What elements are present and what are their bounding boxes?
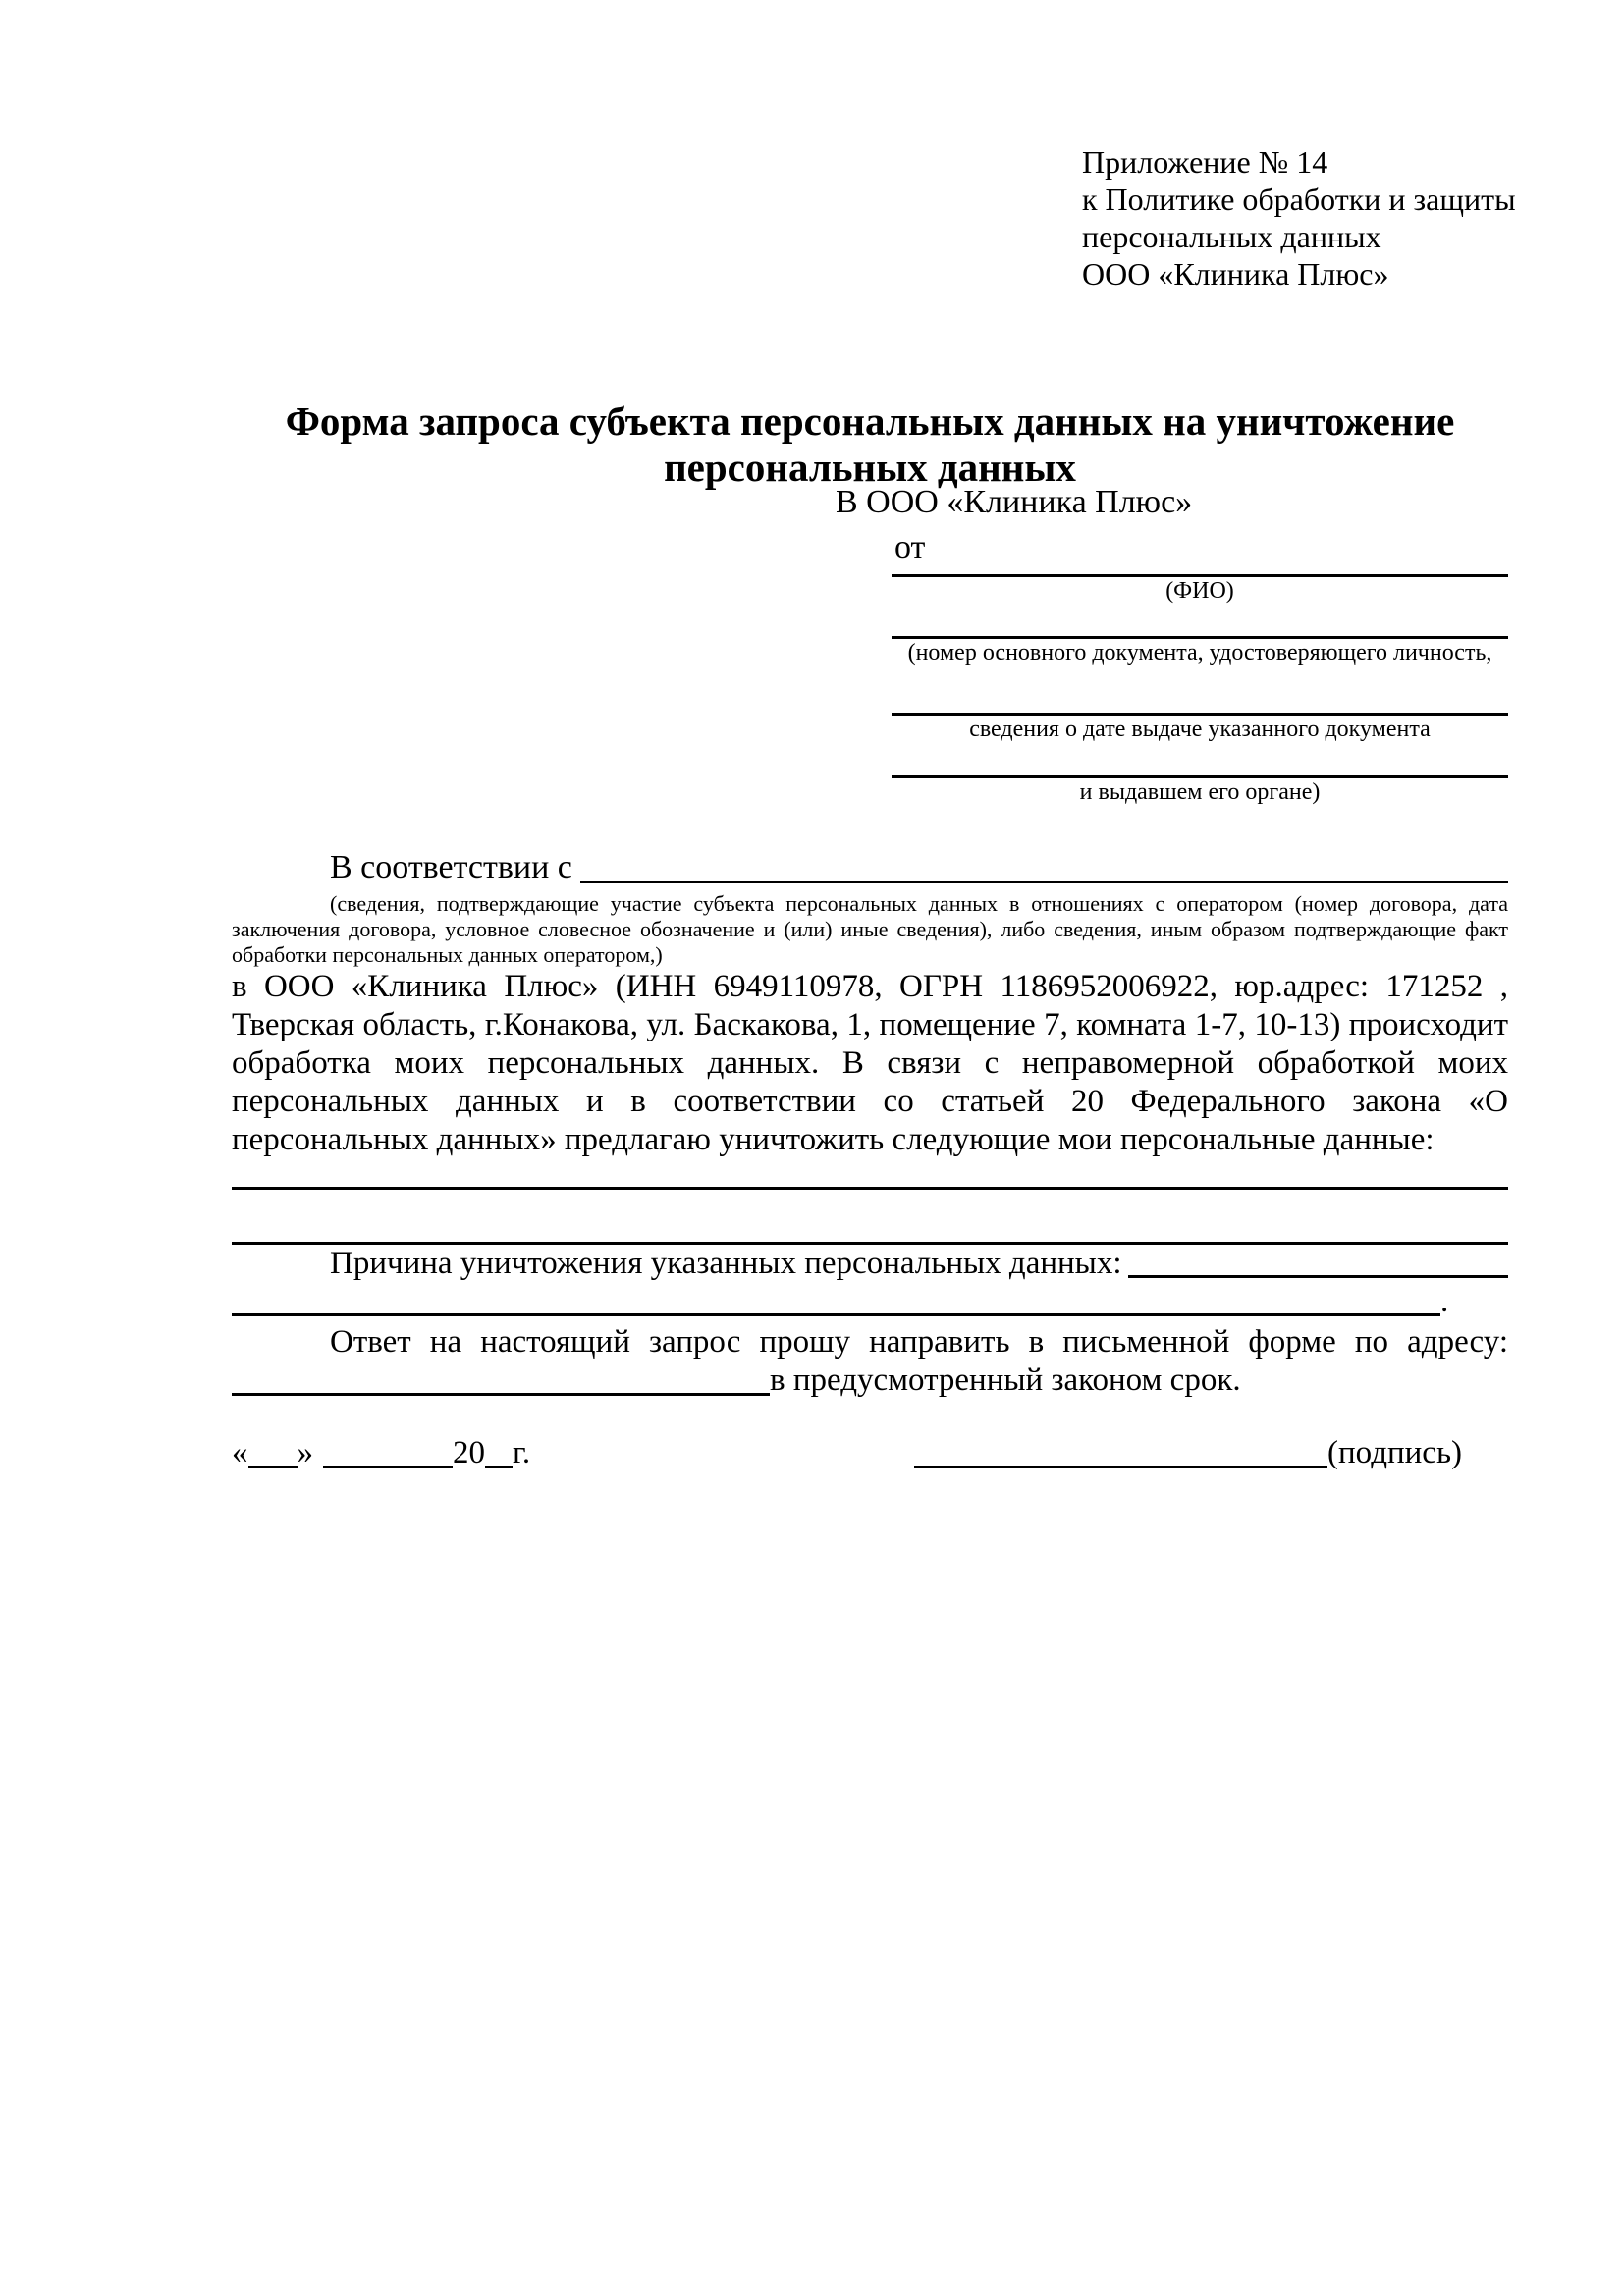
field-caption-doc-number: (номер основного документа, удостоверяющего личность, (907, 640, 1492, 666)
field-caption-issuing-authority: и выдавшем его органе) (1079, 779, 1321, 805)
appendix-line: ООО «Клиника Плюс» (1082, 256, 1389, 292)
appendix-line: к Политике обработки и защиты (1082, 182, 1516, 217)
year-blank-line (485, 1466, 513, 1468)
date-group (232, 1433, 530, 1472)
appendix-line: персональных данных (1082, 219, 1381, 254)
from-label: от (894, 529, 926, 565)
reason-continuation-row (232, 1284, 1508, 1319)
signature-group (914, 1433, 1462, 1472)
blank-line-data-1 (232, 1187, 1508, 1190)
day-blank-line (248, 1466, 298, 1468)
reason-label: Причина уничтожения указанных персональных данных: (330, 1246, 1122, 1281)
reason-blank-line (1128, 1247, 1508, 1278)
reply-text-before: Ответ на настоящий запрос прошу направить в письменной форме по адресу: (330, 1324, 1508, 1360)
reply-text-after: в предусмотренный законом срок. (770, 1362, 1241, 1398)
year-suffix: г. (513, 1435, 531, 1470)
year-prefix: 20 (453, 1435, 485, 1470)
reason-blank-line-2 (232, 1284, 1440, 1316)
field-caption-issue-date: сведения о дате выдаче указанного документа (969, 717, 1431, 742)
period-mark: . (1440, 1284, 1449, 1319)
blank-line-issuing-authority (892, 743, 1508, 778)
month-blank-line (323, 1466, 453, 1468)
signature-blank-line (914, 1466, 1327, 1468)
accordance-label: В соответствии с (330, 849, 572, 885)
form-title: Форма запроса субъекта персональных данных на уничтожение персональных данных (285, 399, 1455, 490)
blank-line-doc-number (892, 605, 1508, 639)
body-paragraph: в ООО «Клиника Плюс» (ИНН 6949110978, ОГРН 1186952006922, юр.адрес: 171252 , Тверская область, г.Конакова, ул. Баскакова, 1, помещение 7, комната 1-7, 10-13) происходит обработка моих персональных данных. В связи с неправомерной обработкой моих персональных данных и в соответствии со статьей 20 Федерального закона «О персональных данных» предлагаю уничтожить следующие мои персональные данные: (232, 969, 1508, 1157)
field-caption-fio: (ФИО) (1165, 578, 1234, 604)
date-signature-row (232, 1433, 1508, 1476)
accordance-blank-line (580, 848, 1508, 883)
applicant-fields (892, 548, 1508, 806)
blank-line-fio (892, 548, 1508, 577)
blank-line-issue-date (892, 667, 1508, 716)
blank-line-data-2 (232, 1242, 1508, 1245)
reply-paragraph (232, 1323, 1508, 1400)
accordance-footnote: (сведения, подтверждающие участие субъекта персональных данных в отношениях с оператором (номер договора, дата заключения договора, условное словесное обозначение и (или) иные сведения), либо сведения, иным образом подтверждающие факт обработки персональных данных оператором,) (232, 891, 1508, 967)
accordance-row (232, 848, 1508, 887)
reason-row (232, 1247, 1508, 1280)
addressee-line: В ООО «Клиника Плюс» (836, 484, 1193, 520)
signature-caption: (подпись) (1327, 1435, 1462, 1470)
appendix-note (1082, 143, 1516, 293)
appendix-line: Приложение № 14 (1082, 144, 1328, 180)
address-blank-line (232, 1393, 770, 1396)
close-quote: » (297, 1435, 313, 1470)
open-quote: « (232, 1435, 248, 1470)
